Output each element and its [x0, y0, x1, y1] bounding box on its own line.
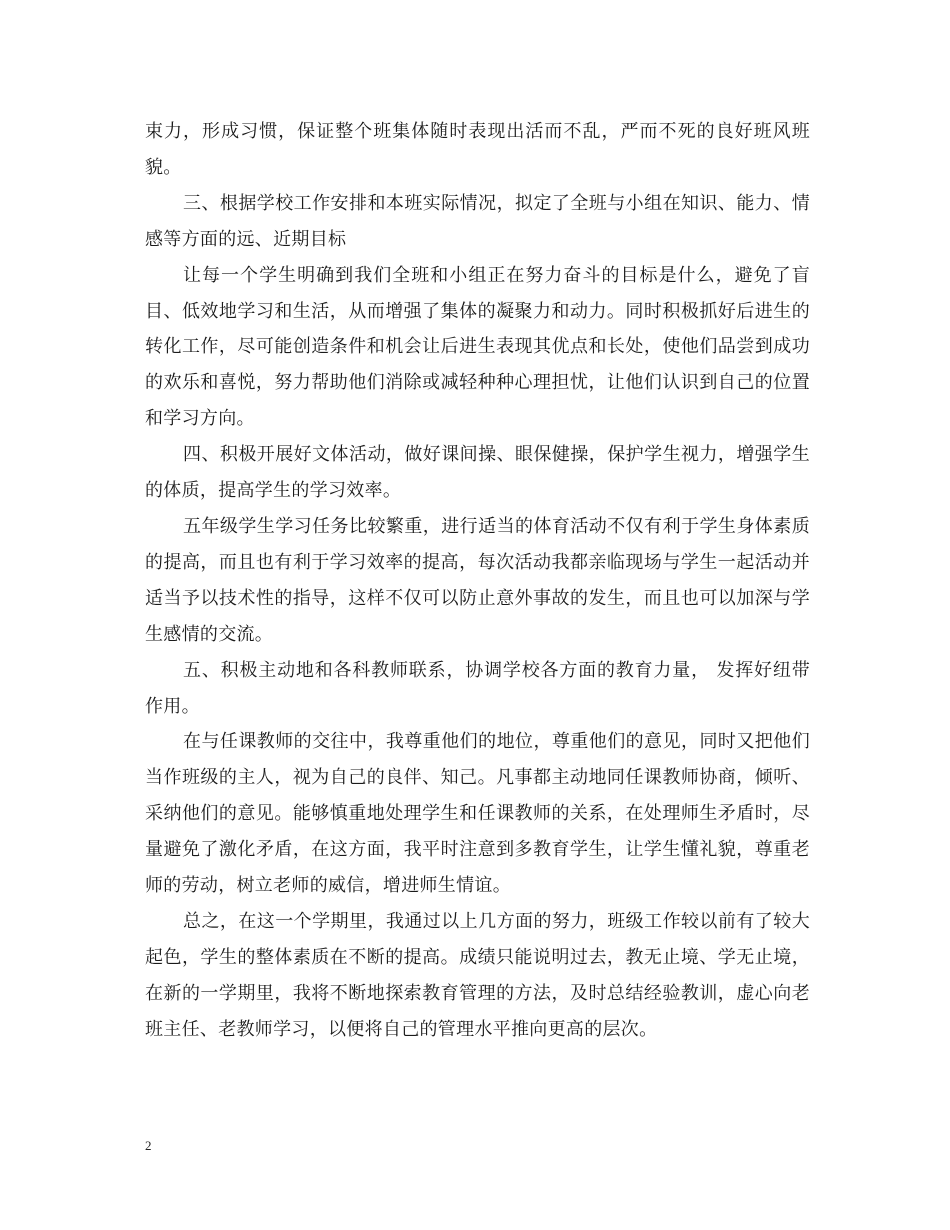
paragraph-sports-detail: 五年级学生学习任务比较繁重，进行适当的体育活动不仅有利于学生身体素质的提高，而且也有利于学习效率的提高，每次活动我都亲临现场与学生一起活动并适当予以技术性的指导，这样不仅可以防止意外事故的发生，而且也可以加深与学生感情的交流。 [145, 515, 810, 645]
paragraph-goals-detail: 让每一个学生明确到我们全班和小组正在努力奋斗的目标是什么，避免了盲目、低效地学习和生活，从而增强了集体的凝聚力和动力。同时积极抓好后进生的转化工作，尽可能创造条件和机会让后进生表现其优点和长处，使他们品尝到成功的欢乐和喜悦，努力帮助他们消除或减轻种种心理担忧，让他们认识到自己的位置和学习方向。 [145, 264, 810, 430]
page-number: 2 [145, 1138, 152, 1153]
paragraph-section-five-heading: 五、积极主动地和各科教师联系，协调学校各方面的教育力量， 发挥好纽带作用。 [145, 659, 810, 717]
paragraph-section-four-heading: 四、积极开展好文体活动，做好课间操、眼保健操，保护学生视力，增强学生的体质，提高学生的学习效率。 [145, 444, 810, 502]
paragraph-continuation: 束力，形成习惯，保证整个班集体随时表现出活而不乱，严而不死的良好班风班貌。 [145, 121, 810, 178]
document-body [145, 114, 810, 1048]
paragraph-teachers-detail: 在与任课教师的交往中，我尊重他们的地位，尊重他们的意见，同时又把他们当作班级的主人，视为自己的良伴、知己。凡事都主动地同任课教师协商，倾听、采纳他们的意见。能够慎重地处理学生和任课教师的关系，在处理师生矛盾时，尽量避免了激化矛盾，在这方面，我平时注意到多教育学生，让学生懂礼貌，尊重老师的劳动，树立老师的威信，增进师生情谊。 [145, 731, 810, 897]
paragraph-conclusion: 总之，在这一个学期里，我通过以上几方面的努力，班级工作较以前有了较大起色，学生的整体素质在不断的提高。成绩只能说明过去，教无止境、学无止境，在新的一学期里，我将不断地探索教育管理的方法，及时总结经验教训，虚心向老班主任、老教师学习，以便将自己的管理水平推向更高的层次。 [145, 910, 810, 1040]
paragraph-section-three-heading: 三、根据学校工作安排和本班实际情况，拟定了全班与小组在知识、能力、情感等方面的远、近期目标 [145, 192, 810, 250]
